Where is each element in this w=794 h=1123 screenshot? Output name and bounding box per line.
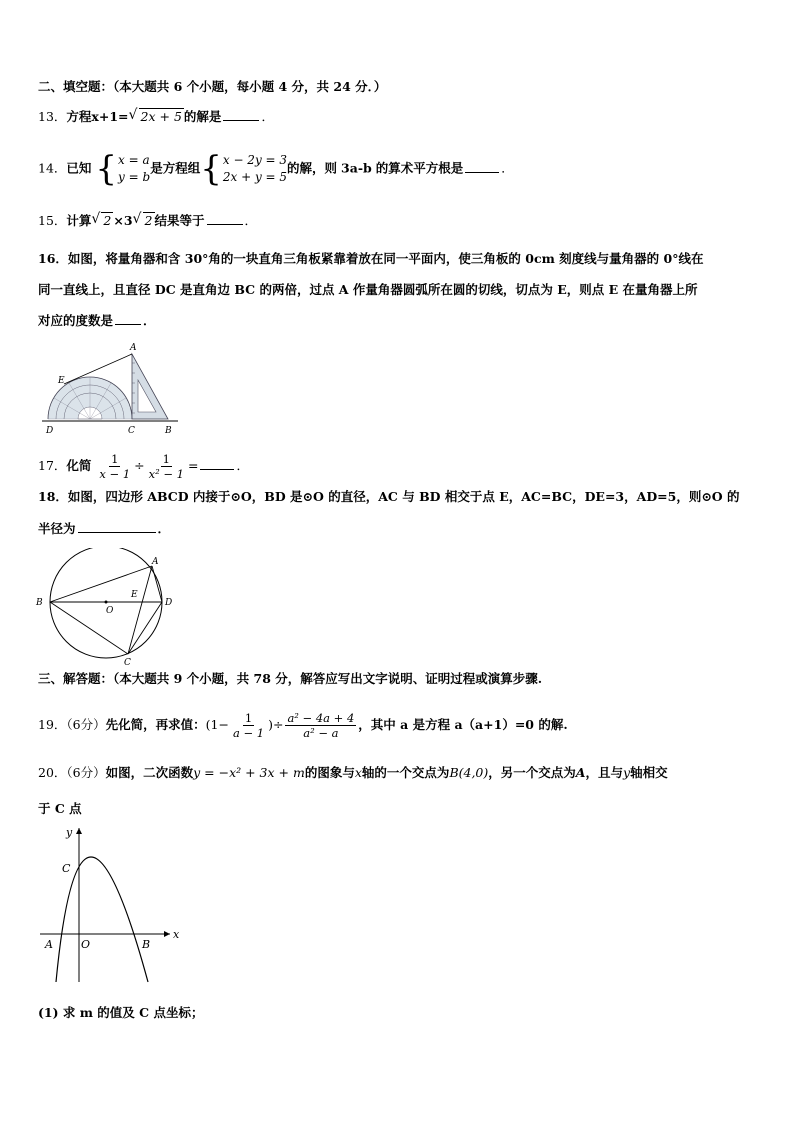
q14-sys1-row1: x = a — [118, 153, 150, 167]
q16-text-line1: 如图，将量角器和含 30°角的一块直角三角板紧靠着放在同一平面内，使三角板的 0cm 刻度线与量角器的 0°线在 — [67, 251, 704, 266]
question-17 — [38, 452, 249, 481]
q15-number: 15． — [38, 213, 67, 228]
q18-label-B: B — [36, 598, 43, 608]
q16-text-line3: 对应的度数是 — [38, 313, 114, 328]
q19-right-paren: ) — [268, 717, 273, 732]
q19-fraction-2 — [285, 711, 356, 740]
q20-x-var: x — [354, 765, 362, 780]
question-18-line-1 — [38, 488, 740, 506]
q14-system-1: { x = a y = b — [95, 149, 151, 189]
q16-protractor-figure — [38, 338, 188, 438]
q14-sys2-row1: x − 2y = 3 — [222, 153, 288, 167]
q20-text-f: 轴相交 — [630, 765, 668, 780]
q20-number: 20． — [38, 765, 67, 780]
q17-f1-numerator: 1 — [111, 452, 119, 466]
q14-text-a: 已知 — [66, 160, 92, 176]
q18-text-line1: 如图，四边形 ABCD 内接于⊙O，BD 是⊙O 的直径，AC 与 BD 相交于点 E，AC=BC，DE=3，AD=5，则⊙O 的 — [67, 489, 740, 504]
q18-label-D: D — [165, 598, 173, 608]
q16-label-E: E — [58, 376, 65, 386]
q13-expr-left: x+1= — [91, 109, 129, 124]
q16-answer-blank[interactable] — [115, 312, 141, 325]
q20-text-c: 轴的一个交点为 — [361, 765, 450, 780]
q20-text-e: ，且与 — [585, 765, 623, 780]
q14-end: ． — [501, 160, 514, 176]
q15-sqrt-1: √ 2 — [91, 211, 112, 228]
q20-point-B: B(4,0) — [449, 765, 489, 780]
q15-times: ×3 — [113, 213, 133, 228]
q17-text-a: 化简 — [66, 458, 92, 473]
q14-sys1-row2: y = b — [118, 170, 151, 184]
q15-sqrt-2: √ 2 — [132, 211, 153, 228]
q17-f2-numerator: 1 — [162, 452, 170, 466]
q20-label-x: x — [173, 928, 180, 941]
q19-score: （6分） — [66, 717, 106, 732]
q13-radicand: 2x + 5 — [140, 109, 182, 124]
q19-text-a: 先化简，再求值： — [105, 717, 206, 732]
q17-fraction-2 — [147, 452, 186, 481]
question-13 — [38, 108, 274, 126]
q14-expr: 3a-b — [341, 160, 372, 176]
question-16-line-2: 同一直线上，且直径 DC 是直角边 BC 的两倍，过点 A 作量角器圆弧所在圆的切线，切点为 E，则点 E 在量角器上所 — [38, 282, 698, 297]
question-20-line-1 — [38, 764, 668, 782]
q16-label-C: C — [128, 426, 135, 436]
q17-fraction-1 — [97, 452, 132, 481]
question-20-line-2: 于 C 点 — [38, 801, 82, 816]
q17-equals: = — [188, 458, 199, 473]
q20-parabola-figure — [36, 822, 186, 988]
q18-circle-figure — [34, 548, 184, 668]
question-20-sub-1 — [38, 1004, 203, 1022]
q14-text-b: 是方程组 — [150, 160, 201, 176]
q14-system-2: { x − 2y = 3 2x + y = 5 — [200, 149, 288, 189]
q18-label-O: O — [106, 606, 114, 616]
q15-end: ． — [244, 213, 258, 228]
q18-end: ． — [157, 521, 171, 536]
q13-sqrt: √ 2x + 5 — [128, 107, 182, 124]
q20-sub1-text: (1) 求 m 的值及 C 点坐标； — [38, 1005, 204, 1020]
question-16-line-1 — [38, 250, 703, 268]
q19-f1-denominator: a − 1 — [232, 726, 265, 740]
q20-label-C: C — [62, 862, 71, 875]
q20-text-a: 如图，二次函数 — [105, 765, 194, 780]
q17-end: ． — [236, 458, 249, 473]
q17-answer-blank[interactable] — [200, 457, 234, 470]
question-14 — [38, 149, 514, 189]
q15-radicand-2: 2 — [144, 213, 153, 228]
q14-text-d: 的算术平方根是 — [375, 160, 464, 176]
q14-sys2-row2: 2x + y = 5 — [222, 170, 288, 184]
q16-end: ． — [143, 313, 156, 328]
q19-f2-numerator: a² − 4a + 4 — [287, 711, 355, 725]
q18-number: 18． — [38, 489, 68, 504]
q20-label-B: B — [142, 938, 151, 951]
q19-fraction-1 — [231, 711, 266, 740]
q20-score: （6分） — [66, 765, 106, 780]
q17-f1-denominator: x − 1 — [99, 467, 131, 481]
q14-answer-blank[interactable] — [465, 160, 499, 173]
q17-divide: ÷ — [134, 458, 145, 473]
q18-label-C: C — [124, 658, 131, 668]
q15-radicand-1: 2 — [103, 213, 112, 228]
q14-text-c: 的解，则 — [287, 160, 338, 176]
q13-number: 13． — [38, 109, 67, 124]
q20-label-y: y — [66, 826, 73, 839]
q18-answer-blank[interactable] — [78, 520, 156, 533]
q19-number: 19． — [38, 717, 67, 732]
question-19 — [38, 711, 568, 740]
q13-end: ． — [261, 109, 274, 124]
q20-y-var: y — [623, 765, 631, 780]
q20-function: y = −x² + 3x + m — [193, 765, 305, 780]
q13-text-a: 方程 — [66, 109, 92, 124]
q19-text-b: ，其中 a 是方程 a（a+1）=0 的解. — [358, 717, 568, 732]
q20-A-var: A — [575, 765, 586, 780]
q15-answer-blank[interactable] — [207, 212, 243, 225]
q16-label-D: D — [46, 426, 54, 436]
q19-divide: ÷ — [272, 717, 284, 732]
q20-text-d: ，另一个交点为 — [488, 765, 576, 780]
question-16-line-3 — [38, 312, 156, 330]
q19-left-paren: (1− — [205, 717, 229, 732]
q13-answer-blank[interactable] — [223, 108, 259, 121]
q18-label-A: A — [152, 557, 159, 567]
q16-label-A: A — [130, 343, 137, 353]
question-18-line-2 — [38, 520, 170, 538]
q16-label-B: B — [165, 426, 172, 436]
q20-label-O: O — [81, 938, 91, 951]
q17-number: 17． — [38, 458, 67, 473]
q14-number: 14． — [38, 160, 67, 176]
q20-text-b: 的图象与 — [304, 765, 355, 780]
section-heading-fill-in: 二、填空题：（本大题共 6 个小题，每小题 4 分，共 24 分．） — [38, 79, 387, 94]
q19-f2-denominator: a² − a — [303, 726, 339, 740]
q15-text-b: 结果等于 — [154, 213, 205, 228]
question-15 — [38, 212, 257, 230]
q13-text-b: 的解是 — [183, 109, 222, 124]
q18-label-E: E — [131, 590, 138, 600]
section-heading-solutions: 三、解答题：（本大题共 9 个小题，共 78 分，解答应写出文字说明、证明过程或演算步骤. — [38, 671, 543, 686]
q20-label-A: A — [45, 938, 53, 951]
q16-number: 16． — [38, 251, 68, 266]
q19-f1-numerator: 1 — [244, 711, 253, 725]
q17-f2-denominator: x² − 1 — [148, 467, 184, 481]
q18-text-line2: 半径为 — [38, 521, 76, 536]
q15-text-a: 计算 — [66, 213, 92, 228]
